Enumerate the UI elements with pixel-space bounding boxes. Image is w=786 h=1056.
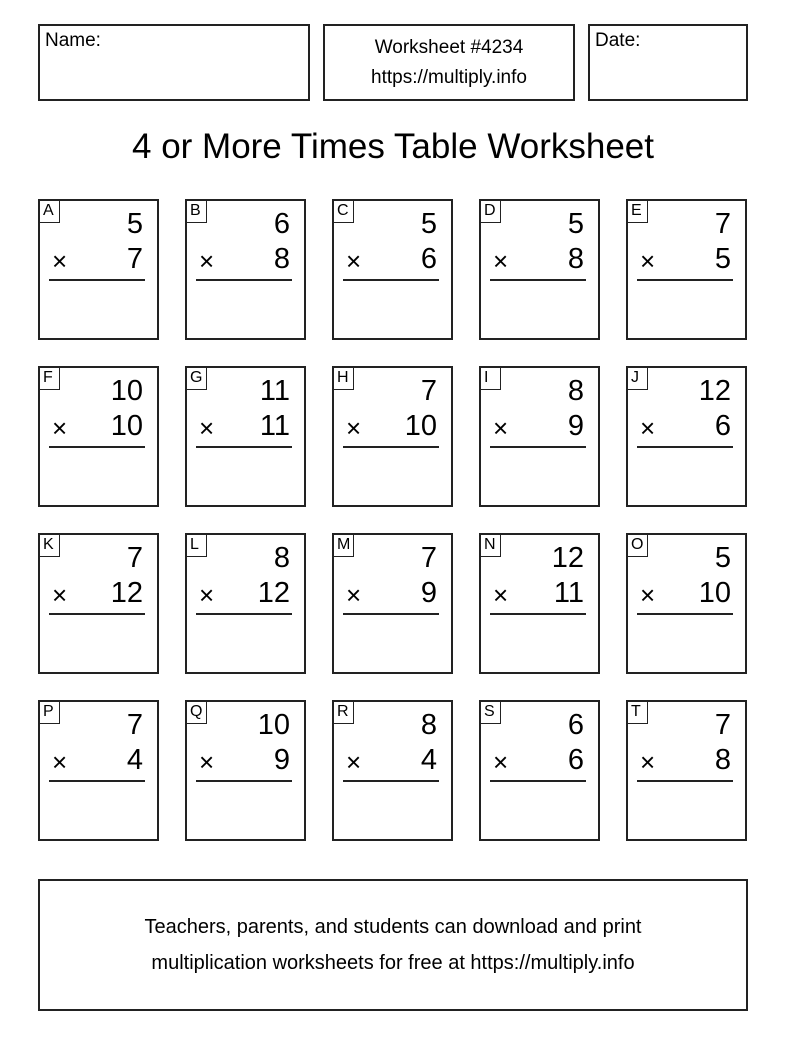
worksheet-url: https://multiply.info bbox=[371, 67, 527, 88]
problem-label: T bbox=[628, 702, 648, 724]
worksheet-number: Worksheet #4234 bbox=[374, 37, 524, 58]
problem-label: N bbox=[481, 535, 501, 557]
multiplier: 9 bbox=[420, 577, 437, 609]
problem-card bbox=[626, 366, 747, 507]
answer-line bbox=[49, 446, 145, 448]
multiplier: 12 bbox=[257, 577, 290, 609]
problem-label: J bbox=[628, 368, 648, 390]
times-sign: × bbox=[493, 580, 509, 610]
multiplier: 11 bbox=[259, 410, 290, 442]
answer-line bbox=[343, 446, 439, 448]
problem-label: H bbox=[334, 368, 354, 390]
footer-line-2: multiplication worksheets for free at https://multiply.info bbox=[151, 952, 635, 974]
multiplicand: 12 bbox=[551, 542, 584, 574]
multiplier: 8 bbox=[714, 744, 731, 776]
times-sign: × bbox=[199, 580, 215, 610]
answer-line bbox=[637, 446, 733, 448]
problem-card bbox=[626, 700, 747, 841]
problem-label: P bbox=[40, 702, 60, 724]
multiplicand: 7 bbox=[126, 542, 143, 574]
multiplicand: 5 bbox=[126, 208, 143, 240]
multiplicand: 7 bbox=[714, 208, 731, 240]
multiplicand: 10 bbox=[110, 375, 143, 407]
answer-line bbox=[196, 279, 292, 281]
multiplier: 6 bbox=[714, 410, 731, 442]
problem-card bbox=[479, 199, 600, 340]
name-label: Name: bbox=[45, 30, 101, 51]
multiplicand: 7 bbox=[420, 375, 437, 407]
problem-label: O bbox=[628, 535, 648, 557]
multiplicand: 12 bbox=[698, 375, 731, 407]
multiplicand: 5 bbox=[567, 208, 584, 240]
answer-line bbox=[490, 446, 586, 448]
times-sign: × bbox=[346, 747, 362, 777]
problem-label: M bbox=[334, 535, 354, 557]
answer-line bbox=[196, 613, 292, 615]
times-sign: × bbox=[52, 246, 68, 276]
times-sign: × bbox=[640, 246, 656, 276]
multiplier: 5 bbox=[714, 243, 731, 275]
problem-card bbox=[479, 700, 600, 841]
multiplicand: 5 bbox=[420, 208, 437, 240]
problem-card bbox=[38, 533, 159, 674]
problem-card bbox=[479, 533, 600, 674]
multiplier: 4 bbox=[420, 744, 437, 776]
times-sign: × bbox=[52, 580, 68, 610]
times-sign: × bbox=[493, 413, 509, 443]
problem-label: F bbox=[40, 368, 60, 390]
times-sign: × bbox=[493, 246, 509, 276]
times-sign: × bbox=[640, 747, 656, 777]
answer-line bbox=[637, 279, 733, 281]
problem-card bbox=[185, 199, 306, 340]
multiplicand: 8 bbox=[273, 542, 290, 574]
multiplier: 12 bbox=[110, 577, 143, 609]
times-sign: × bbox=[493, 747, 509, 777]
answer-line bbox=[49, 279, 145, 281]
problem-label: D bbox=[481, 201, 501, 223]
problem-label: L bbox=[187, 535, 207, 557]
problem-card bbox=[38, 700, 159, 841]
multiplicand: 7 bbox=[126, 709, 143, 741]
answer-line bbox=[49, 613, 145, 615]
problem-label: I bbox=[481, 368, 501, 390]
footer-box bbox=[38, 879, 748, 1011]
times-sign: × bbox=[640, 413, 656, 443]
problem-card bbox=[332, 700, 453, 841]
date-label: Date: bbox=[595, 30, 641, 51]
answer-line bbox=[49, 780, 145, 782]
times-sign: × bbox=[52, 747, 68, 777]
answer-line bbox=[196, 446, 292, 448]
multiplier: 6 bbox=[567, 744, 584, 776]
multiplicand: 6 bbox=[273, 208, 290, 240]
problem-label: Q bbox=[187, 702, 207, 724]
multiplicand: 5 bbox=[714, 542, 731, 574]
problem-label: K bbox=[40, 535, 60, 557]
answer-line bbox=[637, 613, 733, 615]
problem-card bbox=[332, 533, 453, 674]
multiplicand: 11 bbox=[259, 375, 290, 407]
multiplier: 8 bbox=[273, 243, 290, 275]
multiplier: 10 bbox=[404, 410, 437, 442]
problem-card bbox=[185, 700, 306, 841]
multiplicand: 10 bbox=[257, 709, 290, 741]
problem-label: B bbox=[187, 201, 207, 223]
problem-label: C bbox=[334, 201, 354, 223]
times-sign: × bbox=[346, 413, 362, 443]
problem-label: E bbox=[628, 201, 648, 223]
problem-card bbox=[185, 533, 306, 674]
multiplier: 11 bbox=[553, 577, 584, 609]
times-sign: × bbox=[199, 747, 215, 777]
multiplier: 10 bbox=[698, 577, 731, 609]
multiplier: 4 bbox=[126, 744, 143, 776]
problem-label: S bbox=[481, 702, 501, 724]
multiplicand: 6 bbox=[567, 709, 584, 741]
multiplicand: 8 bbox=[567, 375, 584, 407]
times-sign: × bbox=[346, 580, 362, 610]
answer-line bbox=[343, 613, 439, 615]
problem-label: G bbox=[187, 368, 207, 390]
times-sign: × bbox=[640, 580, 656, 610]
answer-line bbox=[490, 279, 586, 281]
problem-card bbox=[38, 366, 159, 507]
answer-line bbox=[490, 613, 586, 615]
problem-label: R bbox=[334, 702, 354, 724]
problem-card bbox=[332, 199, 453, 340]
problem-card bbox=[626, 533, 747, 674]
page-title: 4 or More Times Table Worksheet bbox=[132, 127, 654, 166]
problem-card bbox=[38, 199, 159, 340]
multiplicand: 7 bbox=[420, 542, 437, 574]
answer-line bbox=[196, 780, 292, 782]
problem-card bbox=[479, 366, 600, 507]
times-sign: × bbox=[346, 246, 362, 276]
times-sign: × bbox=[199, 246, 215, 276]
multiplier: 10 bbox=[110, 410, 143, 442]
multiplier: 9 bbox=[273, 744, 290, 776]
problem-card bbox=[185, 366, 306, 507]
multiplier: 9 bbox=[567, 410, 584, 442]
answer-line bbox=[343, 780, 439, 782]
problem-card bbox=[332, 366, 453, 507]
times-sign: × bbox=[52, 413, 68, 443]
problem-card bbox=[626, 199, 747, 340]
answer-line bbox=[490, 780, 586, 782]
answer-line bbox=[637, 780, 733, 782]
multiplicand: 8 bbox=[420, 709, 437, 741]
multiplier: 7 bbox=[126, 243, 143, 275]
times-sign: × bbox=[199, 413, 215, 443]
multiplicand: 7 bbox=[714, 709, 731, 741]
multiplier: 8 bbox=[567, 243, 584, 275]
problem-label: A bbox=[40, 201, 60, 223]
footer-line-1: Teachers, parents, and students can download and print bbox=[144, 916, 642, 938]
multiplier: 6 bbox=[420, 243, 437, 275]
answer-line bbox=[343, 279, 439, 281]
